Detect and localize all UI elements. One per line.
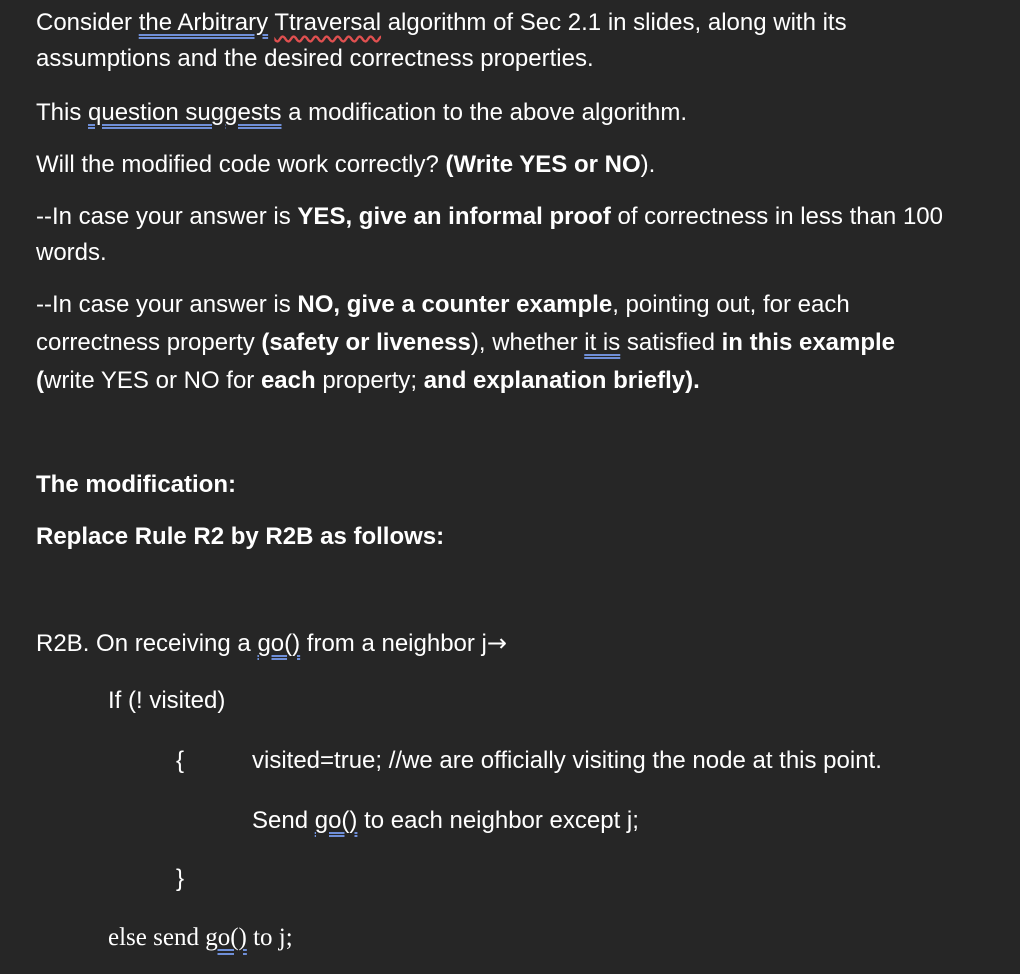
grammar-underline-it-is: it is: [584, 329, 621, 356]
close-brace: }: [176, 865, 185, 892]
no-case-line-2: correctness property (safety or liveness), whether it is satisfied in this example: [36, 329, 896, 356]
open-brace: {: [176, 747, 185, 774]
if-line: If (! visited): [108, 687, 226, 714]
modification-heading: The modification:: [36, 471, 236, 498]
r2b-line: R2B. On receiving a go() from a neighbor j→: [36, 629, 507, 657]
spellcheck-underline-arbitrary: the Arbitrary: [138, 9, 269, 36]
will-line: Will the modified code work correctly? (Write YES or NO).: [36, 151, 656, 178]
suggests-line: This question suggests a modification to the above algorithm.: [36, 99, 688, 126]
send-line: Send go() to each neighbor except j;: [252, 807, 639, 834]
intro-line-2: assumptions and the desired correctness properties.: [36, 45, 594, 72]
visited-line: visited=true; //we are officially visiting the node at this point.: [252, 747, 882, 774]
else-line: else send go() to j;: [108, 924, 293, 951]
no-case-line-3: (write YES or NO for each property; and explanation briefly).: [36, 367, 700, 394]
spellcheck-underline-go: go(): [257, 630, 301, 657]
spellcheck-underline-go: go(): [314, 807, 358, 834]
no-case-line-1: --In case your answer is NO, give a counter example, pointing out, for each: [36, 291, 850, 318]
yes-case-line-2: words.: [36, 239, 107, 266]
replace-heading: Replace Rule R2 by R2B as follows:: [36, 523, 445, 550]
right-arrow-icon: →: [486, 629, 507, 657]
spellcheck-underline-go: go(): [205, 924, 247, 951]
grammar-underline-question-suggests: question suggests: [88, 99, 282, 126]
yes-case-line-1: --In case your answer is YES, give an informal proof of correctness in less than 100: [36, 203, 943, 230]
spellcheck-error-ttraversal: Ttraversal: [274, 9, 382, 36]
intro-line-1: Consider the Arbitrary Ttraversal algorithm of Sec 2.1 in slides, along with its: [36, 9, 847, 36]
